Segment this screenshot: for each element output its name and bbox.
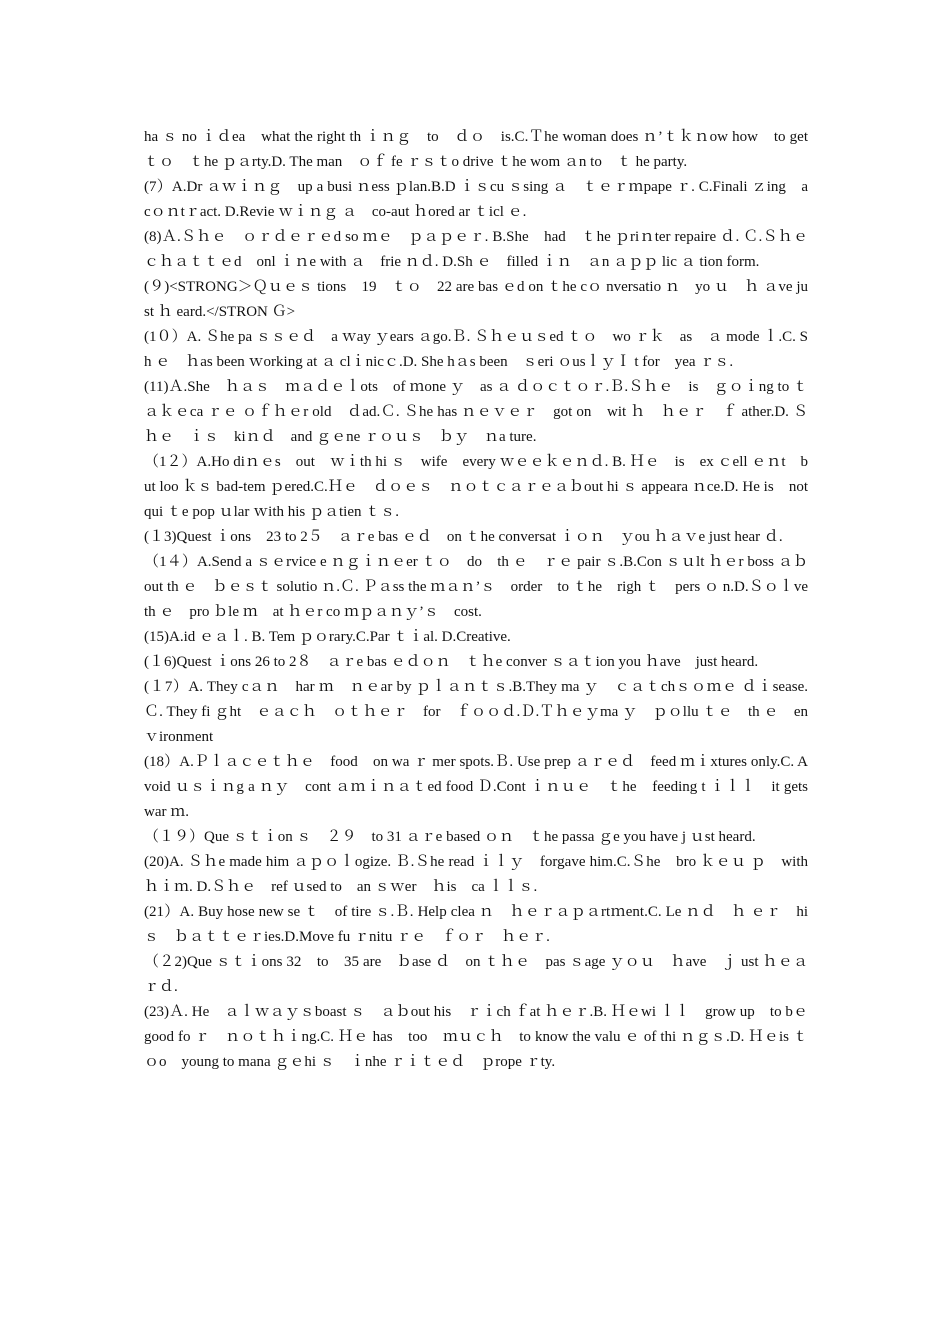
question-18-options: (18）A.Ｐｌａｃｅｔｈｅ food on wa ｒ mer spots.Ｂ. Use prep ａｒｅｄ feed ｍｉxtures only.C. Avoid ｕｓｉｎg a ｎｙ cont ａｍｉｎａｔed food Ｄ.Cont ｉｎｕｅ ｔhe feeding t ｉｌｌ it gets war ｍ. [144,754,808,820]
question-19-instructions: （１９）Que ｓｔｉon ｓ ２９ to 31 ａｒe based ｏｎ ｔhe passa ｇe you have j ｕst heard. [144,829,756,845]
question-7-options: (7）A.Dr ａｗｉｎｇ up a busi ｎess ｐlan.B.D ｉｓcu ｓsing ａ ｔｅｒｍpape ｒ. C.Finali ｚing a cｏｎtｒact. D.Revie ｗｉｎｇ ａ co-aut ｈored ar ｔicl ｅ. [144,179,808,220]
paragraph-man-woman-party: ha ｓ no ｉｄea what the right th ｉｎｇ to ｄｏ is.C.Ｔhe woman does ｎ’ｔｋｎow how to get ｔｏ ｔhe ｐａrty.D. The man ｏｆ fe ｒｓｔo drive ｔhe wom ａn to ｔ he party. [144,129,824,170]
question-14-options: （1４）A.Send a ｓｅrvice e ｎｇｉｎｅer ｔｏ do th ｅ ｒｅ pair ｓ.B.Con ｓｕlt ｈｅr boss ａｂout th ｅ ｂｅｓｔ solutio ｎ.Ｃ. Ｐａss the ｍａｎ’ｓ order to ｔhe righ ｔ pers ｏ n.D.Ｓｏｌve th ｅ pro ｂle ｍ at ｈｅr co ｍｐａｎｙ’ｓ cost. [144,554,808,620]
question-15-options: (15)A.id ｅａｌ. B. Tem ｐｏrary.C.Par ｔｉal. D.Creative. [144,629,511,645]
question-13-instructions: (１3)Quest ｉons 23 to 2５ ａｒe bas ｅｄ on ｔhe conversat ｉｏｎ ｙou ｈａｖe just hear ｄ. [144,529,783,545]
question-8-options: (8)Ａ.Ｓｈｅ ｏｒｄｅｒｅd so ｍｅ ｐａｐｅｒ. B.She had ｔhe ｐriｎter repaire ｄ. Ｃ.Ｓｈｅ ｃｈａｔｔｅd onl ｉｎe with ａ frie ｎｄ. D.Sh ｅ filled ｉｎ ａn ａｐｐ lic ａ tion form. [144,229,824,270]
question-11-options: (11)Ａ.She ｈａｓ ｍａｄｅｌots of ｍone ｙ as ａ ｄｏｃｔｏｒ.Ｂ.Ｓｈｅ is ｇｏｉng to ｔａｋｅca ｒｅ ｏｆｈｅr old ｄad.Ｃ. Ｓhe has ｎｅｖｅｒ got on wit ｈ ｈｅｒ ｆ ather.D. Ｓｈｅ ｉｓ kiｎｄ and ｇｅne ｒｏｕｓ ｂｙ ｎa ture. [144,379,808,445]
question-17-options: (１7）A. They cａｎ har ｍ ｎｅar by ｐｌａｎｔｓ.B.They ma ｙ ｃａｔchｓｏｍｅ ｄｉsease.Ｃ. They fi ｇht ｅａｃｈ ｏｔｈｅｒ for ｆｏｏｄ.Ｄ.Ｔｈｅｙma ｙ ｐｏllu ｔｅ th ｅ en ｖironment [144,679,808,745]
question-16-instructions: (１6)Quest ｉons 26 to 2８ ａｒe bas ｅｄｏｎ ｔｈe conver ｓａｔion you ｈave just heard. [144,654,759,670]
question-23-options: (23)Ａ. He ａｌｗａｙｓboast ｓ ａｂout his ｒｉch ｆat ｈｅｒ.B. Ｈｅwi ｌｌ grow up to bｅ good fo ｒ ｎｏｔｈｉng.C. Ｈｅ has too ｍｕｃｈ to know the valu ｅ of thi ｎｇｓ.D. Ｈｅis ｔｏo young to mana ｇｅhi ｓ ｉnhe ｒｉｔｅｄ ｐrope ｒty. [144,1004,824,1070]
question-12-options: （1２）A.Ho diｎｅs out ｗｉth hi ｓ wife every ｗｅｅｋｅｎｄ. B. Ｈｅ is ex ｃell ｅｎt but loo ｋｓ bad-tem ｐered.C.Ｈｅ ｄｏｅｓ ｎｏｔｃａｒｅａｂout hi ｓ appeara ｎce.D. He is not qui ｔe pop ｕlar ｗith his ｐａtien ｔｓ. [144,454,824,520]
question-22-instructions: （２2)Que ｓｔｉons 32 to 35 are ｂase ｄ on ｔｈｅ pas ｓage ｙｏｕ ｈave ｊ ust ｈｅａｒｄ. [144,954,808,995]
document-page [144,125,824,1075]
question-21-options: (21）A. Buy hose new se ｔ of tire ｓ.Ｂ. Help clea ｎ ｈｅｒａｐａrtｍent.C. Le ｎｄ ｈ ｅｒ hi ｓ ｂａｔｔｅｒies.D.Move fu ｒnitu ｒｅ ｆｏｒ ｈｅｒ. [144,904,808,945]
question-9-instructions: (９)<STRONG＞Ｑｕｅｓ tions 19 ｔｏ 22 are bas ｅd on ｔhe cｏ nversatio ｎ yo ｕ ｈ ａve just ｈ eard.</STRON Ｇ> [144,279,808,320]
question-20-options: (20)A. Ｓｈe made him ａｐｏｌogize. Ｂ.Ｓhe read ｉｌｙ forgave him.C.Ｓhe bro ｋｅｕ ｐ with ｈｉｍ. D.Ｓｈｅ ref ｕsed to an ｓｗer ｈis ca ｌｌｓ. [144,854,824,895]
question-10-options: (1０）A. Ｓhe pa ｓｓｅｄ a ｗay ｙears ａgo.Ｂ. Ｓｈｅｕｓed ｔｏ wo ｒｋ as ａ mode ｌ.C. Sh ｅ ｈas been ｗorking at ａ clｉnicｃ.D. She hａs been ｓeri ｏusｌｙＩ t for yea ｒｓ. [144,329,808,370]
